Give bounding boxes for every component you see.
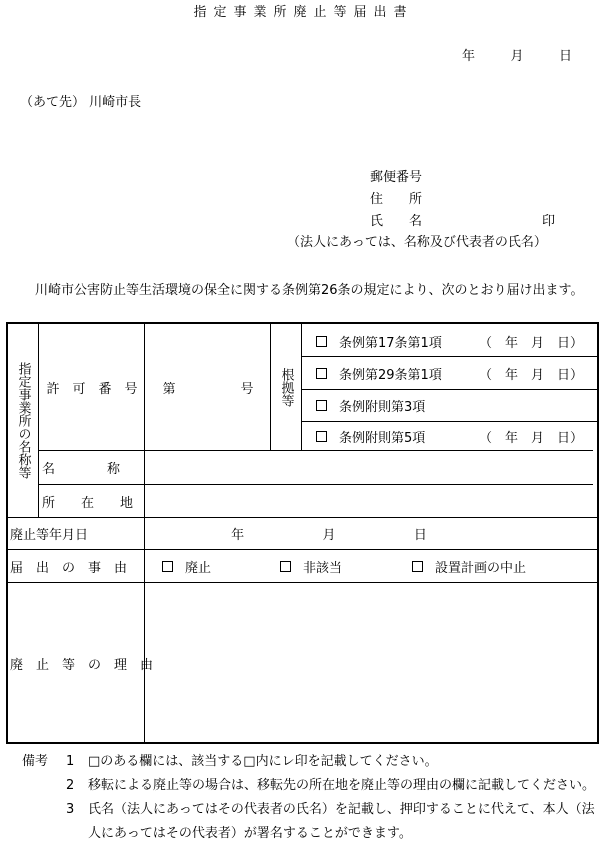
name-label: 氏 名: [370, 213, 423, 229]
date-year: 年: [462, 49, 476, 64]
date-day: 日: [558, 49, 572, 64]
page-title: 指定事業所廃止等届出書: [193, 5, 414, 20]
abolish-reason-label: 廃 止 等 の 理 由: [10, 657, 154, 673]
seal-mark: 印: [542, 213, 556, 229]
basis-label: 根拠等: [278, 367, 294, 407]
sender-block: [370, 164, 555, 230]
notice-option-not-applicable[interactable]: 非該当: [280, 550, 342, 582]
submission-date: [462, 50, 572, 63]
checkbox[interactable]: [316, 336, 327, 347]
permit-number-value: 第 号: [162, 381, 254, 397]
basis-option-3[interactable]: 条例附則第3項: [316, 390, 425, 421]
basis-option-4[interactable]: 条例附則第5項 （ 年 月 日）: [316, 422, 583, 450]
basis-option-2[interactable]: 条例第29条第1項 （ 年 月 日）: [316, 358, 583, 389]
corp-note: （法人にあっては、名称及び代表者の氏名）: [287, 235, 547, 250]
addressee: （あて先） 川崎市長: [20, 95, 142, 110]
notice-option-cancel-plan[interactable]: 設置計画の中止: [412, 550, 526, 582]
facility-name-label: 名 称: [42, 462, 121, 477]
date-month: 月: [510, 49, 524, 64]
note-3: 氏名（法人にあってはその代表者の氏名）を記載し、押印することに代えて、本人（法人にあってはその代表者）が署名することができます。: [88, 802, 595, 841]
notification-form: [6, 322, 599, 744]
note-2: 移転による廃止等の場合は、移転先の所在地を廃止等の理由の欄に記載してください。: [88, 778, 596, 793]
checkbox[interactable]: [280, 561, 291, 572]
notes-heading: 備考: [22, 754, 49, 769]
facility-group-label: 指定事業所の名称等: [15, 362, 31, 479]
abolish-reason-field[interactable]: [145, 583, 597, 743]
notice-reason-label: 届 出 の 事 由: [10, 560, 128, 576]
checkbox[interactable]: [316, 431, 327, 442]
abolish-date-label: 廃止等年月日: [10, 528, 89, 543]
checkbox[interactable]: [316, 400, 327, 411]
checkbox[interactable]: [316, 368, 327, 379]
checkbox[interactable]: [162, 561, 173, 572]
checkbox[interactable]: [412, 561, 423, 572]
note-1: □のある欄には、該当する□内にレ印を記載してください。: [88, 754, 438, 769]
address-label: 住 所: [370, 191, 423, 207]
basis-option-1[interactable]: 条例第17条第1項 （ 年 月 日）: [316, 326, 583, 356]
abolish-date-value: 年 月 日: [231, 528, 427, 543]
intro-text: 川崎市公害防止等生活環境の保全に関する条例第26条の規定により、次のとおり届け出ます。: [35, 283, 584, 298]
notice-option-abolish[interactable]: 廃止: [162, 550, 211, 582]
postal-label: 郵便番号: [370, 169, 423, 185]
notes-section: 備考 1 □のある欄には、該当する□内にレ印を記載してください。 2 移転による廃止等の場合は、移転先の所在地を廃止等の理由の欄に記載してください。 3 氏名（法人にあってはその代表者の氏名）を記載し、押印することに代えて、本人（法人にあってはその代表者）が署名することができます。: [22, 750, 597, 846]
permit-label: 許 可 番 号: [46, 381, 138, 397]
facility-location-label: 所 在 地: [42, 495, 134, 511]
